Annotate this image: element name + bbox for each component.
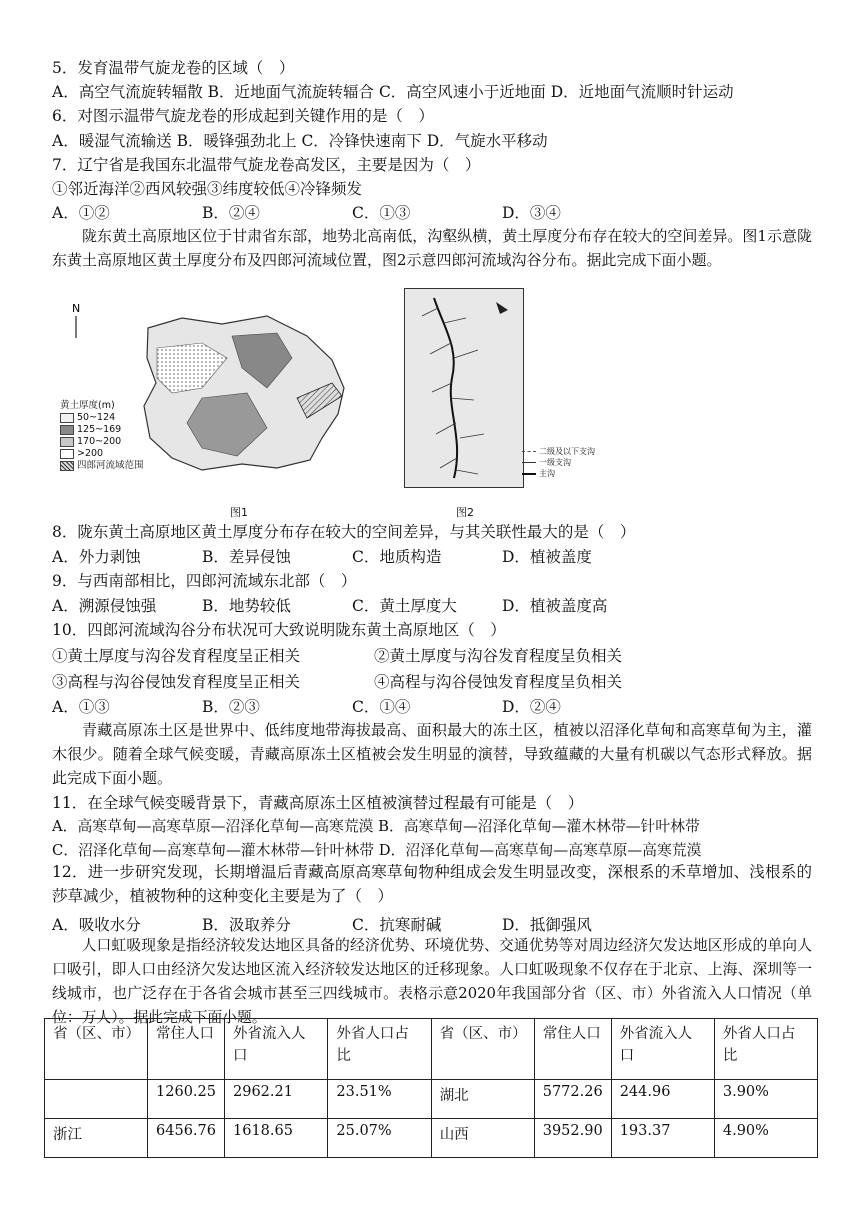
figure1-legend [60,400,144,472]
legend-item: 一级支沟 [522,457,595,468]
table-header-row [45,1019,818,1080]
table-cell: 25.07% [328,1119,431,1158]
q6-options: A．暖湿气流输送 B．暖锋强劲北上 C．冷锋快速南下 D．气旋水平移动 [52,132,548,150]
q7-choices: ①邻近海洋②西风较强③纬度较低④冷锋频发 [52,180,363,198]
q9-option-c: C．黄土厚度大 [352,597,457,615]
q10-choice-2: ②黄土厚度与沟谷发育程度呈负相关 [374,647,623,665]
q10-option-d: D．②④ [502,698,561,716]
q10-choice-1: ①黄土厚度与沟谷发育程度呈正相关 [52,647,301,665]
q12-option-a: A．吸收水分 [52,916,141,934]
q5-options: A．高空气流旋转辐散 B．近地面气流旋转辐合 C．高空风速小于近地面 D．近地面气流顺时针运动 [52,83,734,101]
q8-stem: 8．陇东黄土高原地区黄土厚度分布存在较大的空间差异，与其关联性最大的是（ ） [52,523,636,541]
header-inflow: 外省流入人口 [611,1019,714,1080]
table-cell: 3.90% [714,1080,817,1119]
q7-stem: 7．辽宁省是我国东北温带气旋龙卷高发区，主要是因为（ ） [52,156,481,174]
table-cell: 23.51% [328,1080,431,1119]
q11-options-cd: C．沼泽化草甸—高寒草甸—灌木林带—针叶林带 D．沼泽化草甸—高寒草甸—高寒草原—高寒荒漠 [52,842,702,859]
q10-choice-4: ④高程与沟谷侵蚀发育程度呈负相关 [374,673,623,691]
passage-permafrost: 青藏高原冻土区是世界中、低纬度地带海拔最高、面积最大的冻土区，植被以沼泽化草甸和高寒草甸为主，灌木很少。随着全球气候变暖，青藏高原冻土区植被会发生明显的演替，导致蕴藏的大量有机碳以气态形式释放。据此完成下面小题。 [52,721,812,787]
legend-title: 黄土厚度(m) [60,400,115,411]
q8-option-a: A．外力剥蚀 [52,548,141,566]
table-cell: 山西 [431,1119,534,1158]
table-cell: 193.37 [611,1119,714,1158]
legend-item: >200 [60,448,144,460]
table-cell: 1260.25 [148,1080,225,1119]
figure1-caption: 图1 [230,506,248,519]
q7-option-b: B．②④ [202,204,260,222]
table-cell: 4.90% [714,1119,817,1158]
table-cell: 5772.26 [534,1080,611,1119]
figure2-map [404,288,524,488]
legend-item: 170~200 [60,436,144,448]
legend-item: 四郎河流域范围 [60,460,144,472]
q10-option-a: A．①③ [52,698,110,716]
q9-option-a: A．溯源侵蚀强 [52,597,157,615]
q12-option-c: C．抗寒耐碱 [352,916,442,934]
table-cell: 2962.21 [225,1080,328,1119]
q10-choice-3: ③高程与沟谷侵蚀发育程度呈正相关 [52,673,301,691]
q7-option-d: D．③④ [502,204,561,222]
q8-option-c: C．地质构造 [352,548,442,566]
passage-loess: 陇东黄土高原地区位于甘肃省东部，地势北高南低，沟壑纵横，黄土厚度分布存在较大的空间差异。图1示意陇东黄土高原地区黄土厚度分布及四郎河流域位置，图2示意四郎河流域沟谷分布。据此完成下面小题。 [52,227,812,269]
q10-option-c: C．①④ [352,698,411,716]
q12-stem: 12．进一步研究发现，长期增温后青藏高原高寒草甸物种组成会发生明显改变，深根系的禾草增加、浅根系的莎草减少，植被物种的这种变化主要是为了（ ） [52,863,812,905]
q7-option-c: C．①③ [352,204,411,222]
q6-stem: 6．对图示温带气旋龙卷的形成起到关键作用的是（ ） [52,107,434,125]
header-province: 省（区、市） [45,1019,148,1080]
figure2-legend [522,446,595,479]
q8-option-d: D．植被盖度 [502,548,592,566]
header-ratio: 外省人口占比 [714,1019,817,1080]
table-cell: 6456.76 [148,1119,225,1158]
header-population: 常住人口 [148,1019,225,1080]
legend-item: 二级及以下支沟 [522,446,595,457]
legend-item: 125~169 [60,424,144,436]
legend-item: 主沟 [522,468,595,479]
table-row [45,1080,818,1119]
header-province: 省（区、市） [431,1019,534,1080]
q12-option-b: B．汲取养分 [202,916,291,934]
table-cell [45,1080,148,1119]
legend-item: 50~124 [60,412,144,424]
table-cell: 湖北 [431,1080,534,1119]
figure2-caption: 图2 [456,506,474,519]
table-cell: 3952.90 [534,1119,611,1158]
figures [52,288,812,520]
q9-option-d: D．植被盖度高 [502,597,608,615]
header-population: 常住人口 [534,1019,611,1080]
q11-stem: 11．在全球气候变暖背景下，青藏高原冻土区植被演替过程最有可能是（ ） [52,794,584,812]
q8-option-b: B．差异侵蚀 [202,548,291,566]
table-row [45,1119,818,1158]
header-inflow: 外省流入人口 [225,1019,328,1080]
north-label: N [72,302,81,315]
q7-option-a: A．①② [52,204,110,222]
q9-option-b: B．地势较低 [202,597,291,615]
q9-stem: 9．与西南部相比，四郎河流域东北部（ ） [52,572,357,590]
header-ratio: 外省人口占比 [328,1019,431,1080]
q12-option-d: D．抵御强风 [502,916,592,934]
q5-stem: 5．发育温带气旋龙卷的区域（ ） [52,59,295,77]
migration-table [44,1018,818,1158]
passage-siphon: 人口虹吸现象是指经济较发达地区具备的经济优势、环境优势、交通优势等对周边经济欠发达地区形成的单向人口吸引，即人口由经济欠发达地区流入经济较发达地区的迁移现象。人口虹吸现象不仅存在于北京、上海、深圳等一线城市，也广泛存在于各省会城市甚至三四线城市。表格示意2020年我国部分省（区、市）外省流入人口情况（单位：万人）。据此完成下面小题。 [52,937,812,1026]
table-cell: 244.96 [611,1080,714,1119]
q11-options-ab: A．高寒草甸—高寒草原—沼泽化草甸—高寒荒漠 B．高寒草甸—沼泽化草甸—灌木林带—针叶林带 [52,818,700,835]
q10-stem: 10．四郎河流域沟谷分布状况可大致说明陇东黄土高原地区（ ） [52,621,506,639]
table-cell: 浙江 [45,1119,148,1158]
q10-option-b: B．②③ [202,698,260,716]
table-cell: 1618.65 [225,1119,328,1158]
